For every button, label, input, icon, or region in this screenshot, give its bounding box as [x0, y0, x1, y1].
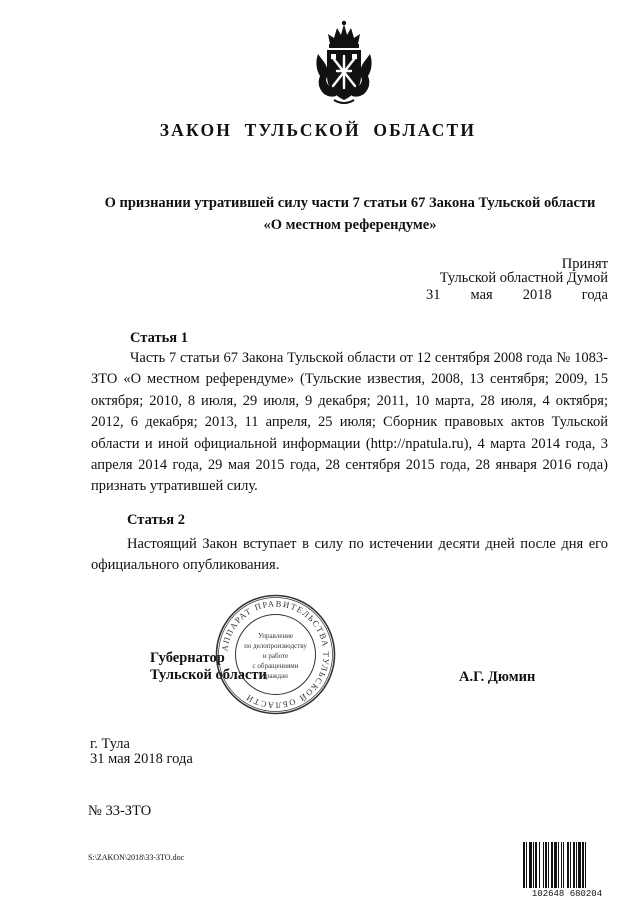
seal-center-line: и работе [262, 652, 289, 660]
article-2-heading: Статья 2 [127, 512, 185, 528]
adopted-label: Принят [561, 256, 608, 272]
barcode-bar [558, 842, 559, 888]
seal-ring-text: АППАРАТ ПРАВИТЕЛЬСТВА ТУЛЬСКОЙ ОБЛАСТИ [219, 598, 332, 711]
adoption-date [426, 287, 608, 304]
signing-place: г. Тула [90, 736, 130, 752]
law-subject-line-2: «О местном референдуме» [263, 217, 437, 233]
barcode-bar [529, 842, 532, 888]
tula-coat-of-arms-icon [312, 20, 376, 106]
barcode-bar [533, 842, 534, 888]
law-number: № 33-ЗТО [88, 803, 152, 819]
barcode-bar [554, 842, 557, 888]
barcode-bar [567, 842, 569, 888]
official-seal-icon [213, 592, 338, 717]
barcode-bar [548, 842, 549, 888]
barcode-icon [522, 842, 612, 888]
barcode [522, 842, 612, 900]
barcode-bar [551, 842, 553, 888]
barcode-bar [561, 842, 562, 888]
seal-center-line: по делопроизводству [244, 642, 307, 650]
barcode-bar [545, 842, 547, 888]
article-2-text: Настоящий Закон вступает в силу по истечении десяти дней после дня его официального опубликования. [91, 536, 608, 574]
file-path: S:\ZAKON\2018\33-ЗТО.doc [88, 853, 185, 862]
adoption-year-suffix: года [581, 287, 608, 303]
barcode-bar [563, 842, 564, 888]
article-1-text: Часть 7 статьи 67 Закона Тульской области от 12 сентября 2008 года № 1083-ЗТО «О местном референдуме» (Тульские известия, 2008, 13 сентября; 2009, 15 октября; 2010, 8 июля, 29 июля, 9 декабря; 2011, 10 марта, 28 июля, 4 октября; 2012, 6 декабря; 2013, 11 апреля, 25 июля; Сборник правовых актов Тульской области и иной официальной информации (http://npatula.ru), 4 марта 2014 года, 3 апреля 2014 года, 29 мая 2015 года, 28 сентября 2015 года, 28 января 2016 года) признать утратившей силу. [91, 350, 608, 495]
adopted-by: Тульской областной Думой [439, 270, 608, 286]
barcode-bar [535, 842, 537, 888]
adoption-month: мая [470, 287, 493, 303]
barcode-bar [585, 842, 586, 888]
seal-center-line: с обращениями [252, 662, 299, 670]
seal-center-line: Управление [257, 632, 294, 640]
barcode-bar [573, 842, 575, 888]
barcode-bar [582, 842, 584, 888]
seal-center-line: граждан [263, 672, 288, 680]
article-1-heading: Статья 1 [130, 330, 188, 346]
law-subject-line-1: О признании утратившей силу части 7 статьи 67 Закона Тульской области [104, 195, 596, 211]
barcode-bar [578, 842, 581, 888]
barcode-bar [570, 842, 571, 888]
barcode-bar [526, 842, 527, 888]
signing-date: 31 мая 2018 года [90, 751, 193, 767]
adoption-day: 31 [426, 287, 441, 303]
barcode-bar [576, 842, 577, 888]
law-title: ЗАКОН ТУЛЬСКОЙ ОБЛАСТИ [159, 120, 477, 140]
adoption-year: 2018 [522, 287, 552, 303]
barcode-bar [539, 842, 540, 888]
barcode-bar [523, 842, 525, 888]
barcode-number: 102648 680204 [531, 889, 603, 899]
barcode-bar [543, 842, 544, 888]
governor-title-line-2: Тульской области [150, 667, 267, 683]
governor-name: А.Г. Дюмин [459, 669, 536, 685]
governor-title-line-1: Губернатор [150, 650, 225, 666]
